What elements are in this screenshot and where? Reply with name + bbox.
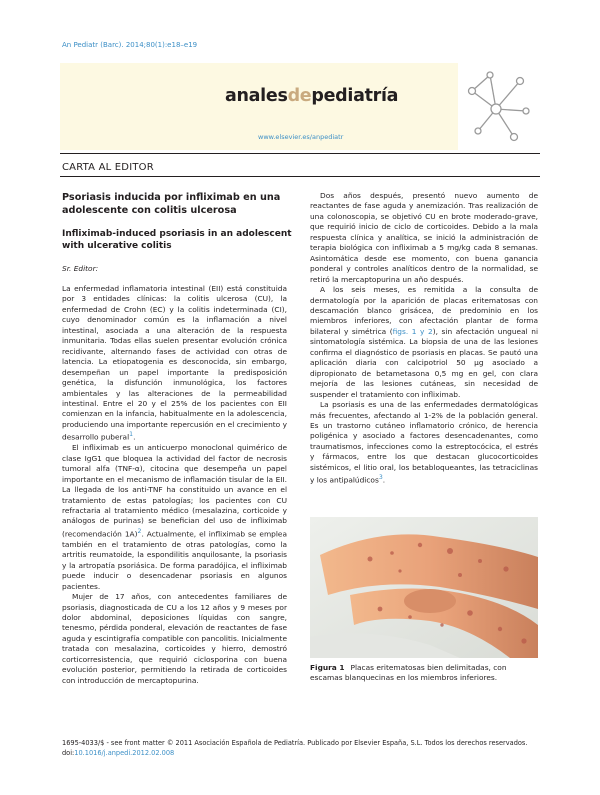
article-title-spanish: Psoriasis inducida por infliximab en una adolescente con colitis ulcerosa <box>62 192 281 216</box>
reference-link[interactable]: 2 <box>137 527 142 535</box>
reference-link[interactable]: 1 <box>129 431 134 439</box>
figure-label: Figura 1 <box>310 663 345 672</box>
logo-part-anales: anales <box>225 86 288 106</box>
left-column <box>62 284 287 686</box>
section-label: CARTA AL EDITOR <box>62 162 154 173</box>
doi-line: doi:10.1016/j.anpedi.2012.02.008 <box>62 748 175 757</box>
paragraph: El infliximab es un anticuerpo monoclonal quimérico de clase IgG1 que bloquea la actividad del factor de necrosis tumoral alfa (TNF-α), citocina que desempeña un papel importante en el mecanismo de inflamación tisular de la EII. La llegada de los anti-TNF ha constituido un avance en el tratamiento de estas patologías; los pacientes con CU refractaria al tratamiento médico (mesalazina, corticoide y análogos de purinas) se benefician del uso de infliximab (recomendación 1A)$^2$. Actualmente, el infliximab se emplea también en el tratamiento de otras patologías, como la artritis reumatoide, la espondilitis anquilosante, la psoriasis y la artropatía psoriásica. De forma paradójica, el infliximab puede inducir o desencadenar psoriasis en algunos pacientes. <box>62 443 287 591</box>
paragraph: A los seis meses, es remitida a la consulta de dermatología por la aparición de placas eritematosas con descamación blanco grisácea, de predominio en los miembros inferiores, con afectación plantar de forma bilateral y simétrica (figs. 1 y 2), sin afectación ungueal ni sintomatología sistémica. La biopsia de una de las lesiones confirma el diagnóstico de psoriasis en placas. Se pautó una aplicación diaria con calcipotriol 50 μg asociado a dipropionato de betametasona 0,5 mg en gel, con clara mejoría de las lesiones cutáneas, sin necesidad de suspender el tratamiento con infliximab. <box>310 285 538 399</box>
journal-logo <box>225 86 398 106</box>
section-rule <box>60 176 540 177</box>
figure-reference-link[interactable]: figs. 1 y 2 <box>392 326 433 336</box>
logo-part-de: de <box>287 86 312 106</box>
salutation: Sr. Editor: <box>62 264 99 273</box>
logo-part-pediatria: pediatría <box>311 86 399 106</box>
article-title-english: Infliximab-induced psoriasis in an adolescent with ulcerative colitis <box>62 229 292 251</box>
figure-caption-text: Placas eritematosas bien delimitadas, con escamas blanquecinas en los miembros inferiores. <box>310 663 507 682</box>
doi-link[interactable]: 10.1016/j.anpedi.2012.02.008 <box>74 748 175 757</box>
journal-citation[interactable]: An Pediatr (Barc). 2014;80(1):e18–e19 <box>62 41 198 49</box>
paragraph: La enfermedad inflamatoria intestinal (EII) está constituida por 3 entidades clínicas: la colitis ulcerosa (CU), la enfermedad de Crohn (EC) y la colitis indeterminada (CI), cuyo denominador común es la inflamación a nivel intestinal, asociada a una alteración de la respuesta inmunitaria. Todas ellas suelen presentar evolución crónica recidivante, alternando fases de actividad con otras de latencia. La etiopatogenia es desconocida, sin embargo, desempeñan un papel importante la predisposición genética, la disfunción inmunológica, los factores ambientales y las alteraciones de la permeabilidad intestinal. Entre el 20 y el 25% de los pacientes con EII comienzan en la infancia, habitualmente en la adolescencia, produciendo una importante repercusión en el crecimiento y desarrollo puberal$^1$. <box>62 284 287 442</box>
paragraph: Mujer de 17 años, con antecedentes familiares de psoriasis, diagnosticada de CU a los 12 años y 9 meses por dolor abdominal, deposiciones líquidas con sangre, tenesmo, pérdida ponderal, elevación de reactantes de fase aguda y escintigrafía compatible con pancolitis. Inicialmente tratada con mesalazina, corticoides y hierro, demostró corticorresistencia, que requirió ciclosporina con buena evolución posterior, permitiendo la retirada de corticoides con introducción de mercaptopurina. <box>62 592 287 685</box>
page-footer <box>62 739 542 758</box>
reference-link[interactable]: 3 <box>378 474 383 482</box>
paragraph: Dos años después, presentó nuevo aumento de reactantes de fase aguda y anemización. Tras realización de una colonoscopia, se objetivó CU en brote moderado-grave, que requirió inicio de ciclo de corticoides. Debido a la mala respuesta clínica y analítica, se inició la administración de terapia biológica con infliximab a 5 mg/kg cada 8 semanas. Asintomática desde ese momento, con buena ganancia ponderal y controles analíticos dentro de la normalidad, se retiró la mercaptopurina un año después. <box>310 191 538 284</box>
figure-photo-legs <box>310 517 538 658</box>
header-rule <box>60 153 540 154</box>
network-hub-icon <box>458 63 540 150</box>
paragraph: La psoriasis es una de las enfermedades dermatológicas más frecuentes, afectando al 1-2% de la población general. Es un trastorno cutáneo inflamatorio crónico, de herencia poligénica y asociado a factores desencadenantes, como traumatismos, infecciones como la estreptocócica, el estrés y fármacos, entre los que destacan glucocorticoides sistémicos, el litio oral, los betabloqueantes, las tetraciclinas y los antipalúdicos$^3$. <box>310 400 538 485</box>
journal-website-link[interactable]: www.elsevier.es/anpediatr <box>258 133 344 141</box>
right-column <box>310 191 538 486</box>
figure-caption <box>310 663 538 683</box>
copyright-line: 1695-4033/$ - see front matter © 2011 Asociación Española de Pediatría. Publicado por Elsevier España, S.L. Todos los derechos reservados. <box>62 739 528 747</box>
